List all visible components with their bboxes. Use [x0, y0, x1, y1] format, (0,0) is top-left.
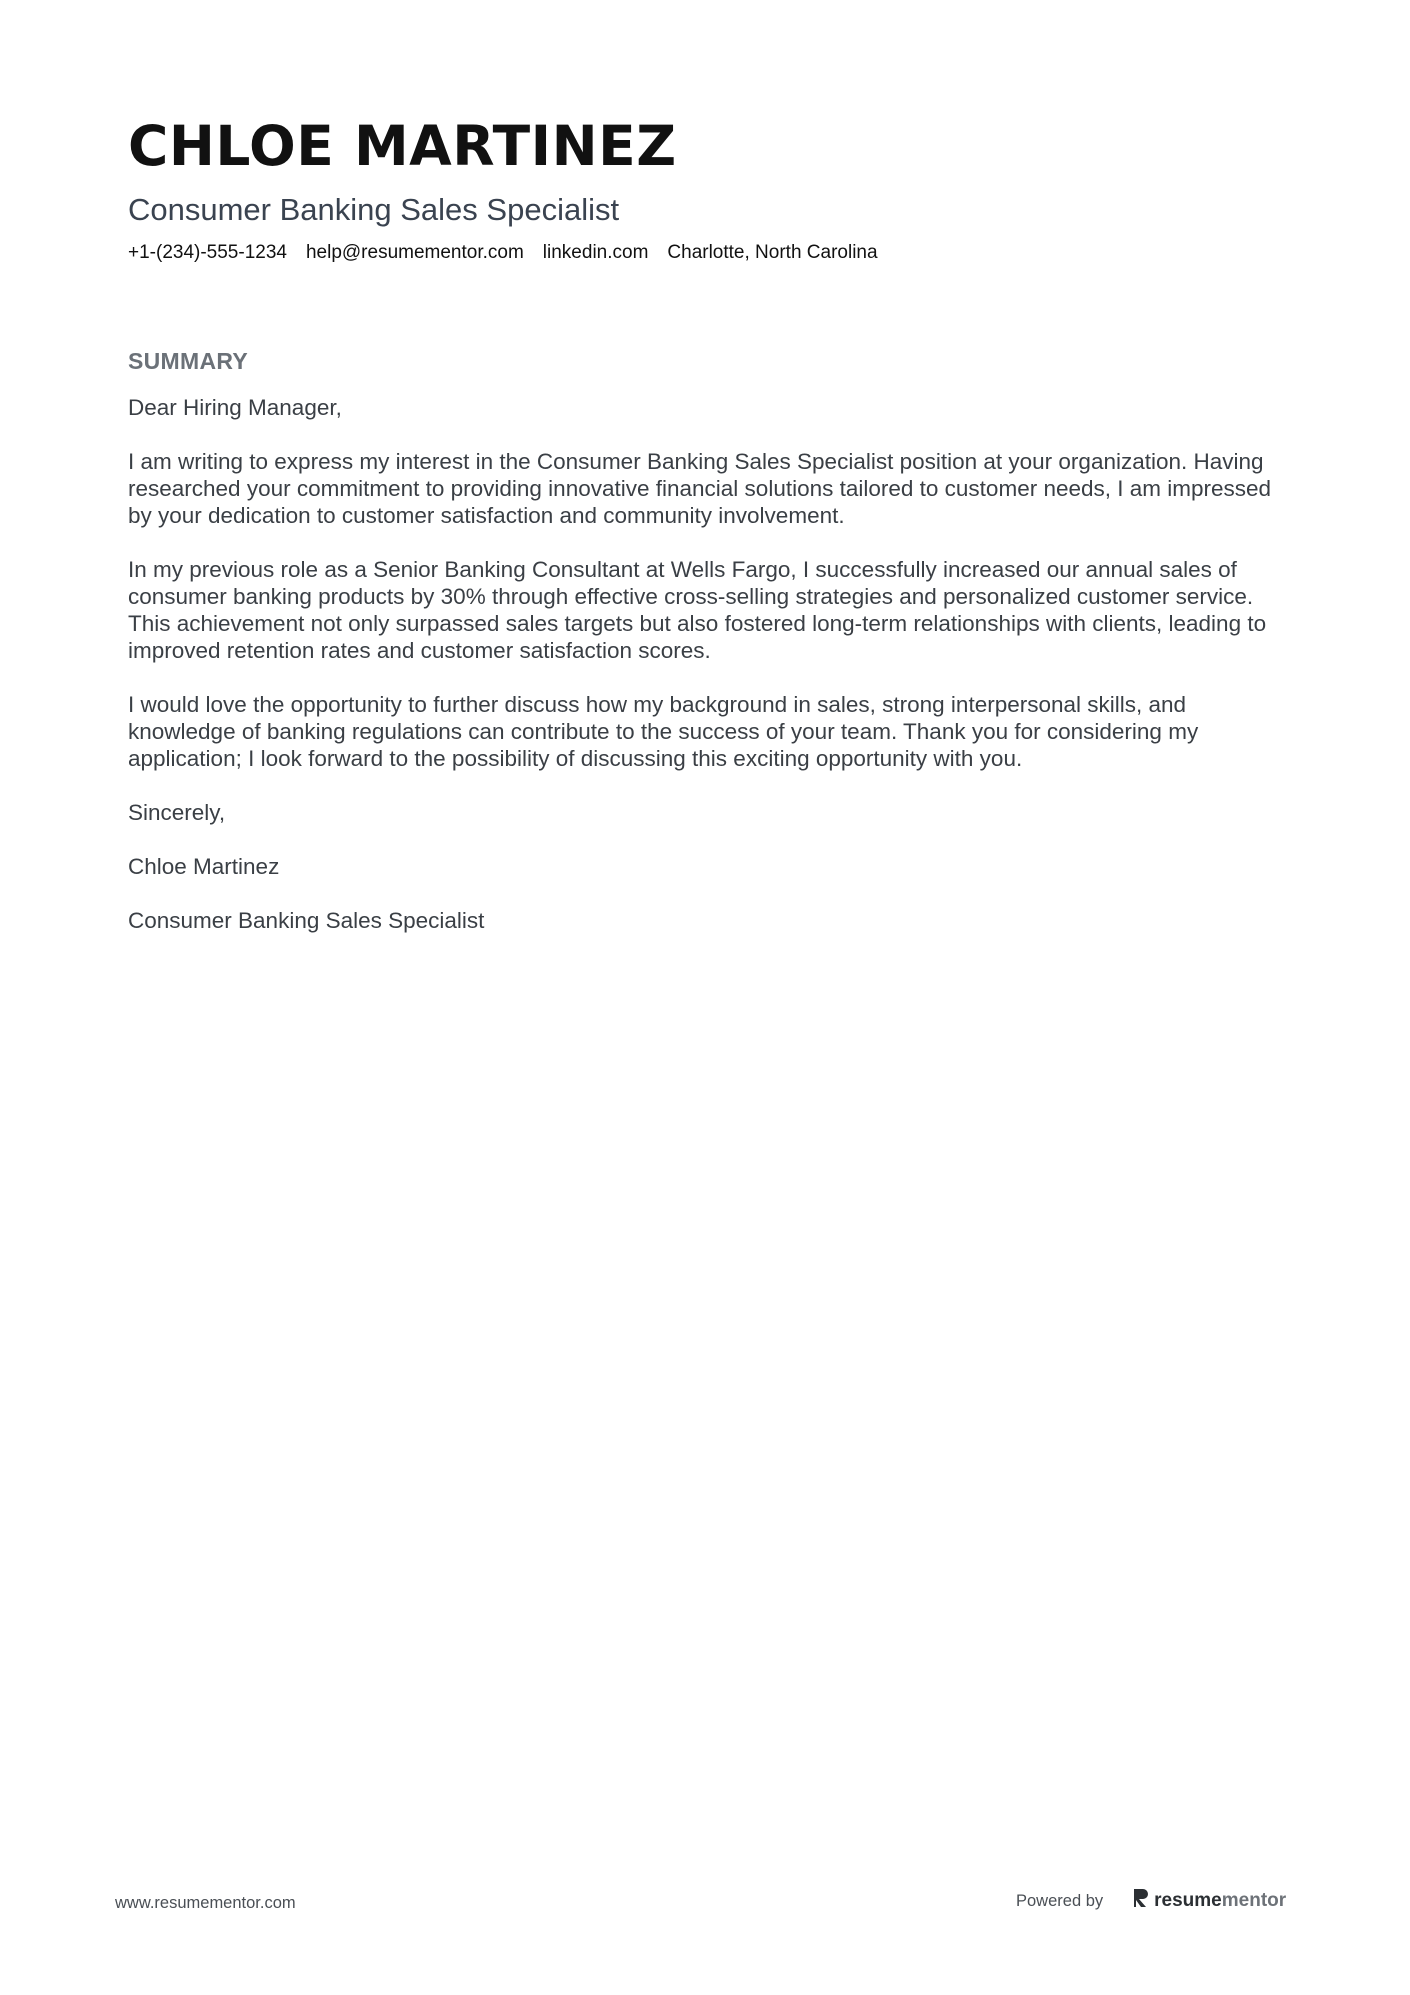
resumementor-logo-icon	[1133, 1888, 1149, 1914]
section-heading-summary: SUMMARY	[128, 348, 249, 374]
cover-letter-page	[128, 108, 1288, 961]
brand-text-bold: resume	[1154, 1890, 1222, 1911]
brand-text-light: mentor	[1221, 1890, 1287, 1911]
contact-location: Charlotte, North Carolina	[667, 242, 878, 263]
contact-info	[128, 240, 1288, 266]
letter-greeting: Dear Hiring Manager,	[128, 395, 342, 420]
job-title: Consumer Banking Sales Specialist	[128, 192, 620, 227]
signature-name: Chloe Martinez	[128, 854, 280, 879]
letter-body	[128, 394, 1288, 934]
brand-logo[interactable]	[1133, 1888, 1286, 1914]
applicant-name: CHLOE MARTINEZ	[128, 114, 677, 178]
footer-website[interactable]: www.resumementor.com	[115, 1894, 296, 1912]
footer-powered-by	[1016, 1888, 1286, 1914]
contact-linkedin[interactable]: linkedin.com	[542, 242, 649, 263]
contact-email[interactable]: help@resumementor.com	[305, 242, 524, 263]
contact-phone: +1-(234)-555-1234	[128, 242, 287, 263]
signature-title: Consumer Banking Sales Specialist	[128, 908, 485, 933]
letter-paragraph: I am writing to express my interest in the Consumer Banking Sales Specialist position at your organization. Having researched your commitment to providing innovative financial solutions tailored to customer needs, I am impressed by your dedication to customer satisfaction and community involvement.	[128, 449, 1272, 528]
powered-by-label: Powered by	[1016, 1891, 1104, 1910]
letter-paragraph: I would love the opportunity to further discuss how my background in sales, strong interpersonal skills, and knowledge of banking regulations can contribute to the success of your team. Thank you for considering my application; I look forward to the possibility of discussing this exciting opportunity with you.	[128, 692, 1199, 771]
letter-closing: Sincerely,	[128, 800, 226, 825]
letter-paragraph: In my previous role as a Senior Banking Consultant at Wells Fargo, I successfully increased our annual sales of consumer banking products by 30% through effective cross-selling strategies and personalized customer service. This achievement not only surpassed sales targets but also fostered long-term relationships with clients, leading to improved retention rates and customer satisfaction scores.	[128, 557, 1267, 663]
